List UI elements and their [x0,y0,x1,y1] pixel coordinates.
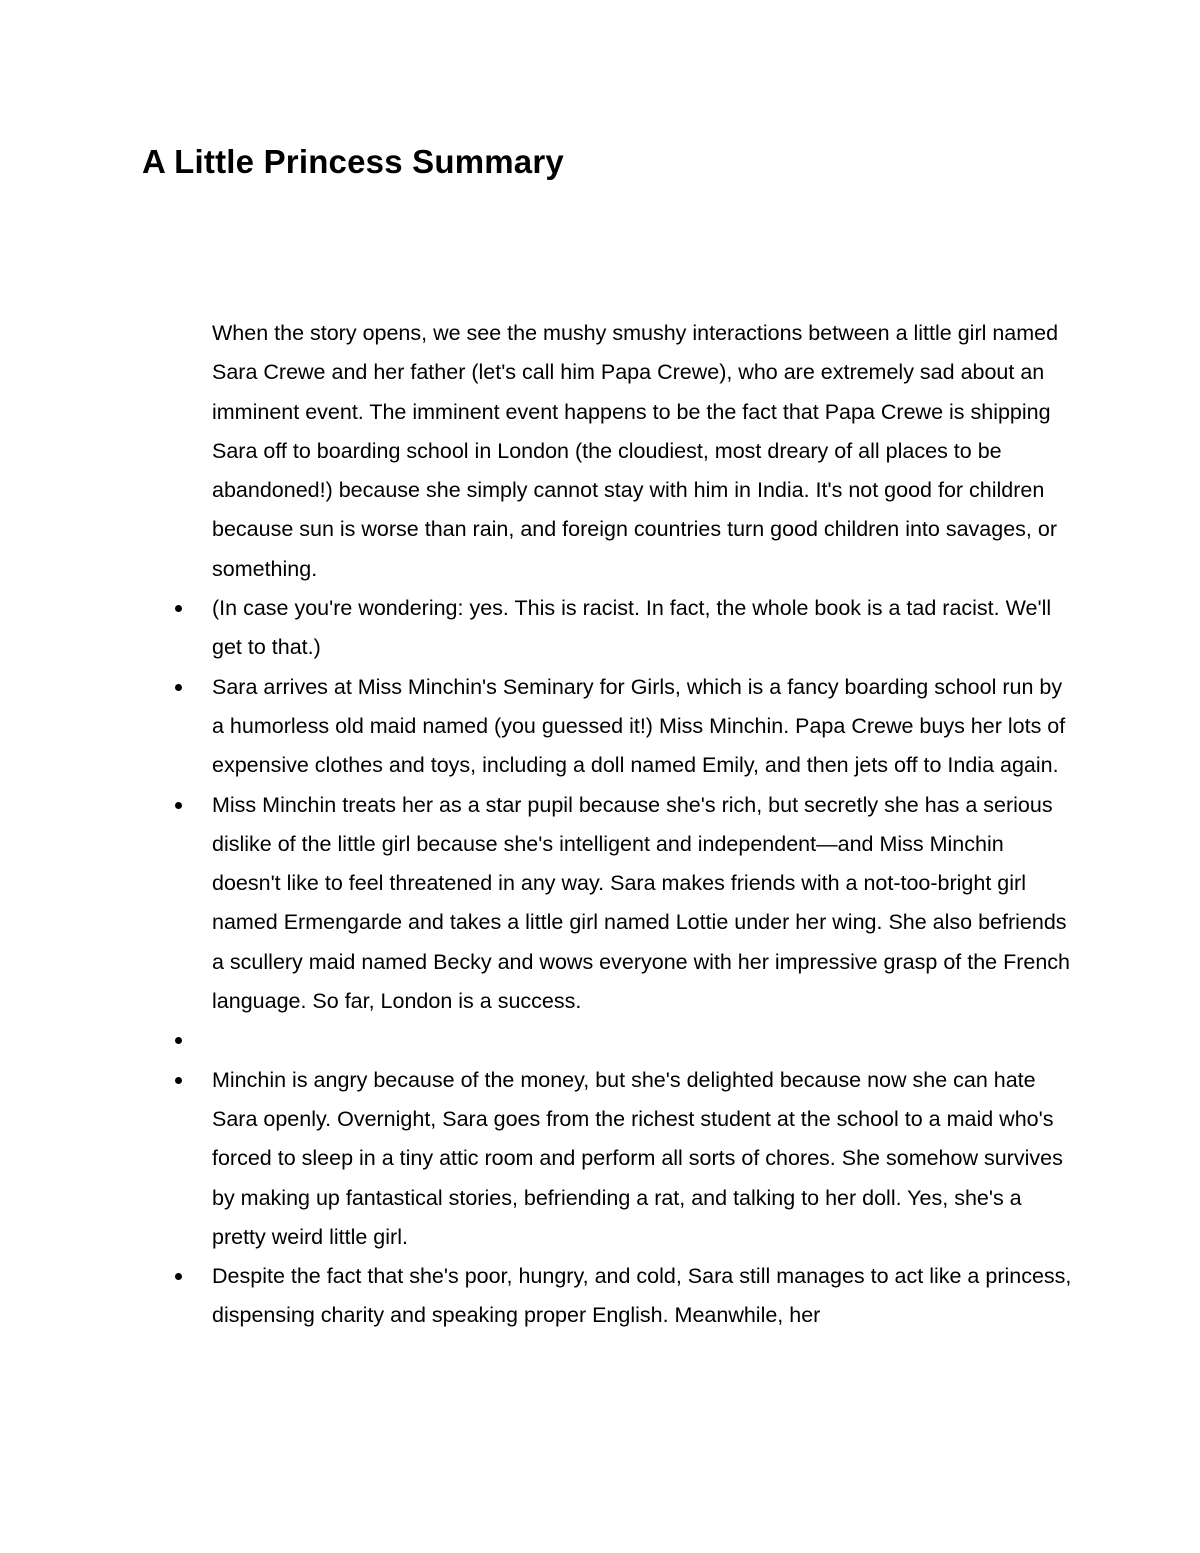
list-item-text: (In case you're wondering: yes. This is racist. In fact, the whole book is a tad racist. We'll get to that.) [212,596,1052,660]
bullet-icon [175,605,182,612]
document-body [212,314,1072,1336]
list-item [212,1257,1072,1336]
intro-paragraph: When the story opens, we see the mushy smushy interactions between a little girl named Sara Crewe and her father (let's call him Papa Crewe), who are extremely sad about an imminent event. The imminent event happens to be the fact that Papa Crewe is shipping Sara off to boarding school in London (the cloudiest, most dreary of all places to be abandoned!) because she simply cannot stay with him in India. It's not good for children because sun is worse than rain, and foreign countries turn good children into savages, or something. [212,321,1059,581]
bullet-icon [175,1077,182,1084]
document-title: A Little Princess Summary [142,143,564,180]
list-item-text: Despite the fact that she's poor, hungry, and cold, Sara still manages to act like a princess, dispensing charity and speaking proper English. Meanwhile, her [212,1264,1072,1328]
list-item [212,1061,1072,1257]
list-item [212,1021,1072,1060]
bullet-icon [175,684,182,691]
list-item-text: Miss Minchin treats her as a star pupil because she's rich, but secretly she has a serious dislike of the little girl because she's intelligent and independent—and Miss Minchin doesn't like to feel threatened in any way. Sara makes friends with a not-too-bright girl named Ermengarde and takes a little girl named Lottie under her wing. She also befriends a scullery maid named Becky and wows everyone with her impressive grasp of the French language. So far, London is a success. [212,792,1070,1014]
list-item [212,668,1072,786]
list-item [212,589,1072,668]
list-item-text: Sara arrives at Miss Minchin's Seminary for Girls, which is a fancy boarding school run by a humorless old maid named (you guessed it!) Miss Minchin. Papa Crewe buys her lots of expensive clothes and toys, including a doll named Emily, and then jets off to India again. [212,674,1066,778]
bullet-icon [175,802,182,809]
bullet-icon [175,1273,182,1280]
bullet-list [212,589,1072,1336]
list-item-text: Minchin is angry because of the money, but she's delighted because now she can hate Sara openly. Overnight, Sara goes from the richest student at the school to a maid who's forced to sleep in a tiny attic room and perform all sorts of chores. She somehow survives by making up fantastical stories, befriending a rat, and talking to her doll. Yes, she's a pretty weird little girl. [212,1067,1063,1249]
list-item [212,786,1072,1022]
bullet-icon [175,1037,182,1044]
